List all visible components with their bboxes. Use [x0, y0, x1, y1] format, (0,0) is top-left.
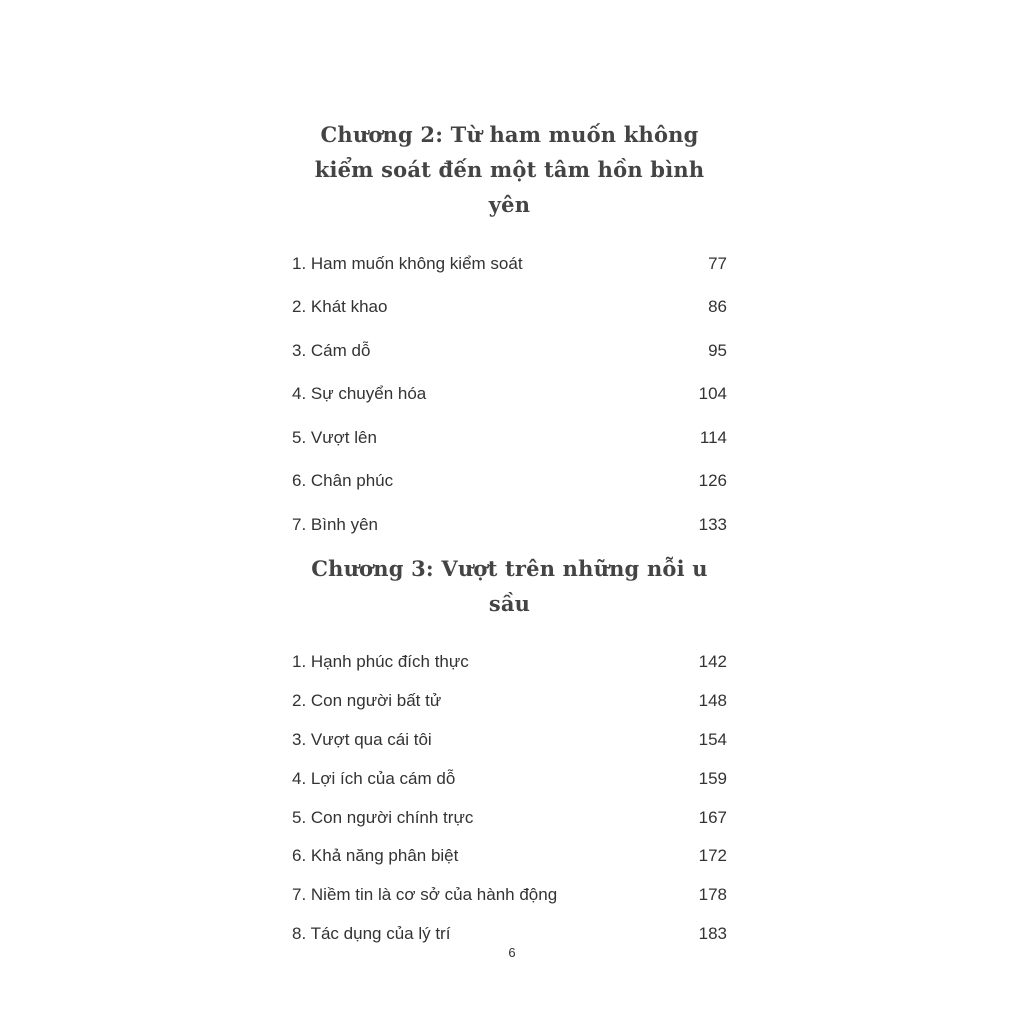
toc-entry-label: 7. Bình yên	[292, 514, 379, 534]
chapter-2-title-line-1: Chương 2: Từ ham muốn không	[320, 122, 699, 147]
toc-entry-page: 126	[698, 471, 727, 491]
toc-entry[interactable]	[292, 373, 727, 417]
toc-entry-page: 183	[698, 923, 727, 943]
toc-entry-page: 178	[698, 885, 727, 905]
toc-entry-label: 4. Lợi ích của cám dỗ	[292, 768, 456, 788]
toc-entry-label: 5. Vượt lên	[292, 427, 377, 447]
toc-entry-page: 154	[698, 729, 727, 749]
toc-entry-label: 1. Hạnh phúc đích thực	[292, 652, 469, 672]
toc-entry-page: 95	[708, 340, 727, 360]
toc-entry[interactable]	[292, 460, 727, 504]
toc-entry-page: 77	[708, 253, 727, 273]
chapter-2-title-line-2: kiểm soát đến một tâm hồn bình yên	[314, 157, 705, 217]
toc-entry-page: 142	[698, 652, 727, 672]
toc-entry[interactable]	[292, 837, 727, 876]
toc-entry-page: 172	[698, 846, 727, 866]
toc-entry[interactable]	[292, 682, 727, 721]
toc-entry-label: 7. Niềm tin là cơ sở của hành động	[292, 885, 558, 905]
toc-entry-label: 4. Sự chuyển hóa	[292, 384, 427, 404]
toc-entry[interactable]	[292, 759, 727, 798]
toc-entry-page: 148	[698, 691, 727, 711]
toc-entry-label: 2. Khát khao	[292, 297, 388, 317]
chapter-3-entry-list	[292, 643, 727, 953]
toc-entry[interactable]	[292, 242, 727, 286]
toc-entry-page: 114	[699, 427, 727, 447]
toc-entry-page: 133	[698, 514, 727, 534]
toc-entry[interactable]	[292, 721, 727, 760]
page-number: 6	[508, 945, 516, 960]
chapter-3-section	[292, 551, 727, 953]
chapter-2-title	[292, 117, 727, 222]
toc-entry-page: 86	[708, 297, 727, 317]
toc-entry-label: 1. Ham muốn không kiểm soát	[292, 253, 523, 273]
toc-entry[interactable]	[292, 503, 727, 547]
chapter-2-section	[292, 117, 727, 547]
toc-entry[interactable]	[292, 798, 727, 837]
toc-entry-label: 3. Vượt qua cái tôi	[292, 729, 432, 749]
toc-entry[interactable]	[292, 329, 727, 373]
toc-entry-page: 159	[698, 768, 727, 788]
chapter-2-entry-list	[292, 242, 727, 547]
toc-entry-label: 8. Tác dụng của lý trí	[292, 923, 451, 943]
toc-entry-label: 5. Con người chính trực	[292, 807, 474, 827]
toc-entry-label: 6. Chân phúc	[292, 471, 394, 491]
toc-entry[interactable]	[292, 286, 727, 330]
toc-entry-label: 6. Khả năng phân biệt	[292, 846, 459, 866]
chapter-3-title	[292, 551, 727, 621]
toc-entry-page: 167	[698, 807, 727, 827]
toc-entry-page: 104	[698, 384, 727, 404]
toc-entry[interactable]	[292, 416, 727, 460]
toc-entry[interactable]	[292, 876, 727, 915]
toc-entry[interactable]	[292, 643, 727, 682]
toc-entry-label: 3. Cám dỗ	[292, 340, 371, 360]
chapter-3-title-line: Chương 3: Vượt trên những nỗi u sầu	[311, 556, 708, 616]
toc-entry-label: 2. Con người bất tử	[292, 691, 442, 711]
